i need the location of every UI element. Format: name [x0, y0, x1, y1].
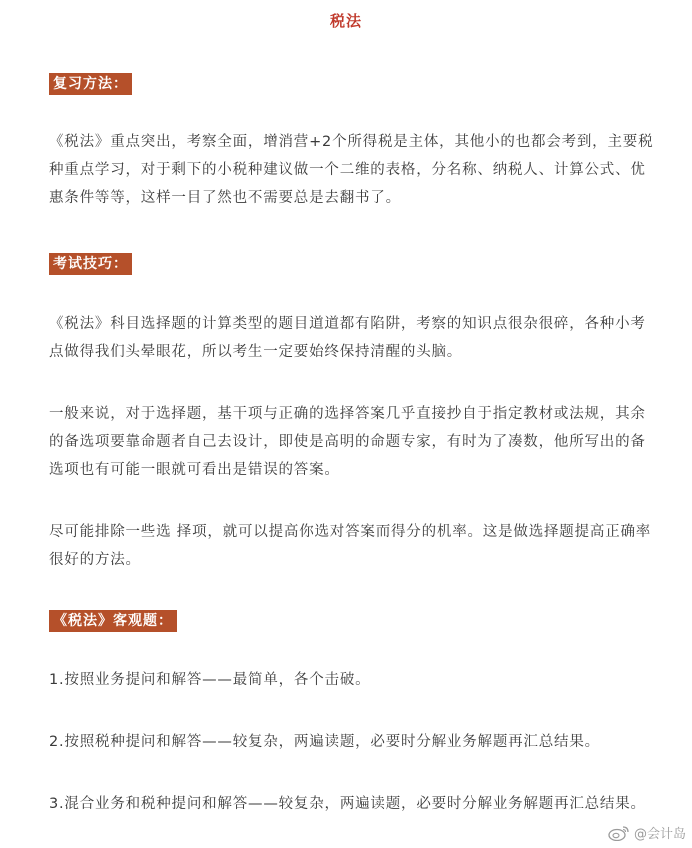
paragraph-review-method: 《税法》重点突出，考察全面，增消营+2个所得税是主体，其他小的也都会考到，主要税种重点学习，对于剩下的小税种建议做一个二维的表格，分名称、纳税人、计算公式、优惠条件等等，这样一目了然也不需要总是去翻书了。 — [49, 134, 654, 206]
weibo-icon — [608, 825, 630, 841]
list-item-objective-3: 3.混合业务和税种提问和解答——较复杂，两遍读题，必要时分解业务解题再汇总结果。 — [49, 796, 646, 812]
paragraph-exam-tips-3: 尽可能排除一些选 择项，就可以提高你选对答案而得分的机率。这是做选择题提高正确率很好的方法。 — [49, 524, 652, 568]
section-heading-exam-tips: 考试技巧： — [49, 253, 132, 275]
watermark-text: @会计岛 — [633, 827, 686, 842]
list-item-objective-2: 2.按照税种提问和解答——较复杂，两遍读题，必要时分解业务解题再汇总结果。 — [49, 734, 600, 750]
section-heading-review: 复习方法： — [49, 73, 132, 95]
list-item-objective-1: 1.按照业务提问和解答——最简单，各个击破。 — [49, 672, 371, 688]
section-heading-objective: 《税法》客观题： — [49, 610, 177, 632]
watermark — [608, 823, 686, 842]
paragraph-exam-tips-1: 《税法》科目选择题的计算类型的题目道道都有陷阱，考察的知识点很杂很碎，各种小考点做得我们头晕眼花，所以考生一定要始终保持清醒的头脑。 — [49, 316, 646, 360]
paragraph-exam-tips-2: 一般来说，对于选择题，基干项与正确的选择答案几乎直接抄自于指定教材或法规，其余的备选项要靠命题者自己去设计，即使是高明的命题专家，有时为了凑数，他所写出的备选项也有可能一眼就可看出是错误的答案。 — [49, 406, 646, 478]
page-title: 税法 — [329, 12, 362, 30]
